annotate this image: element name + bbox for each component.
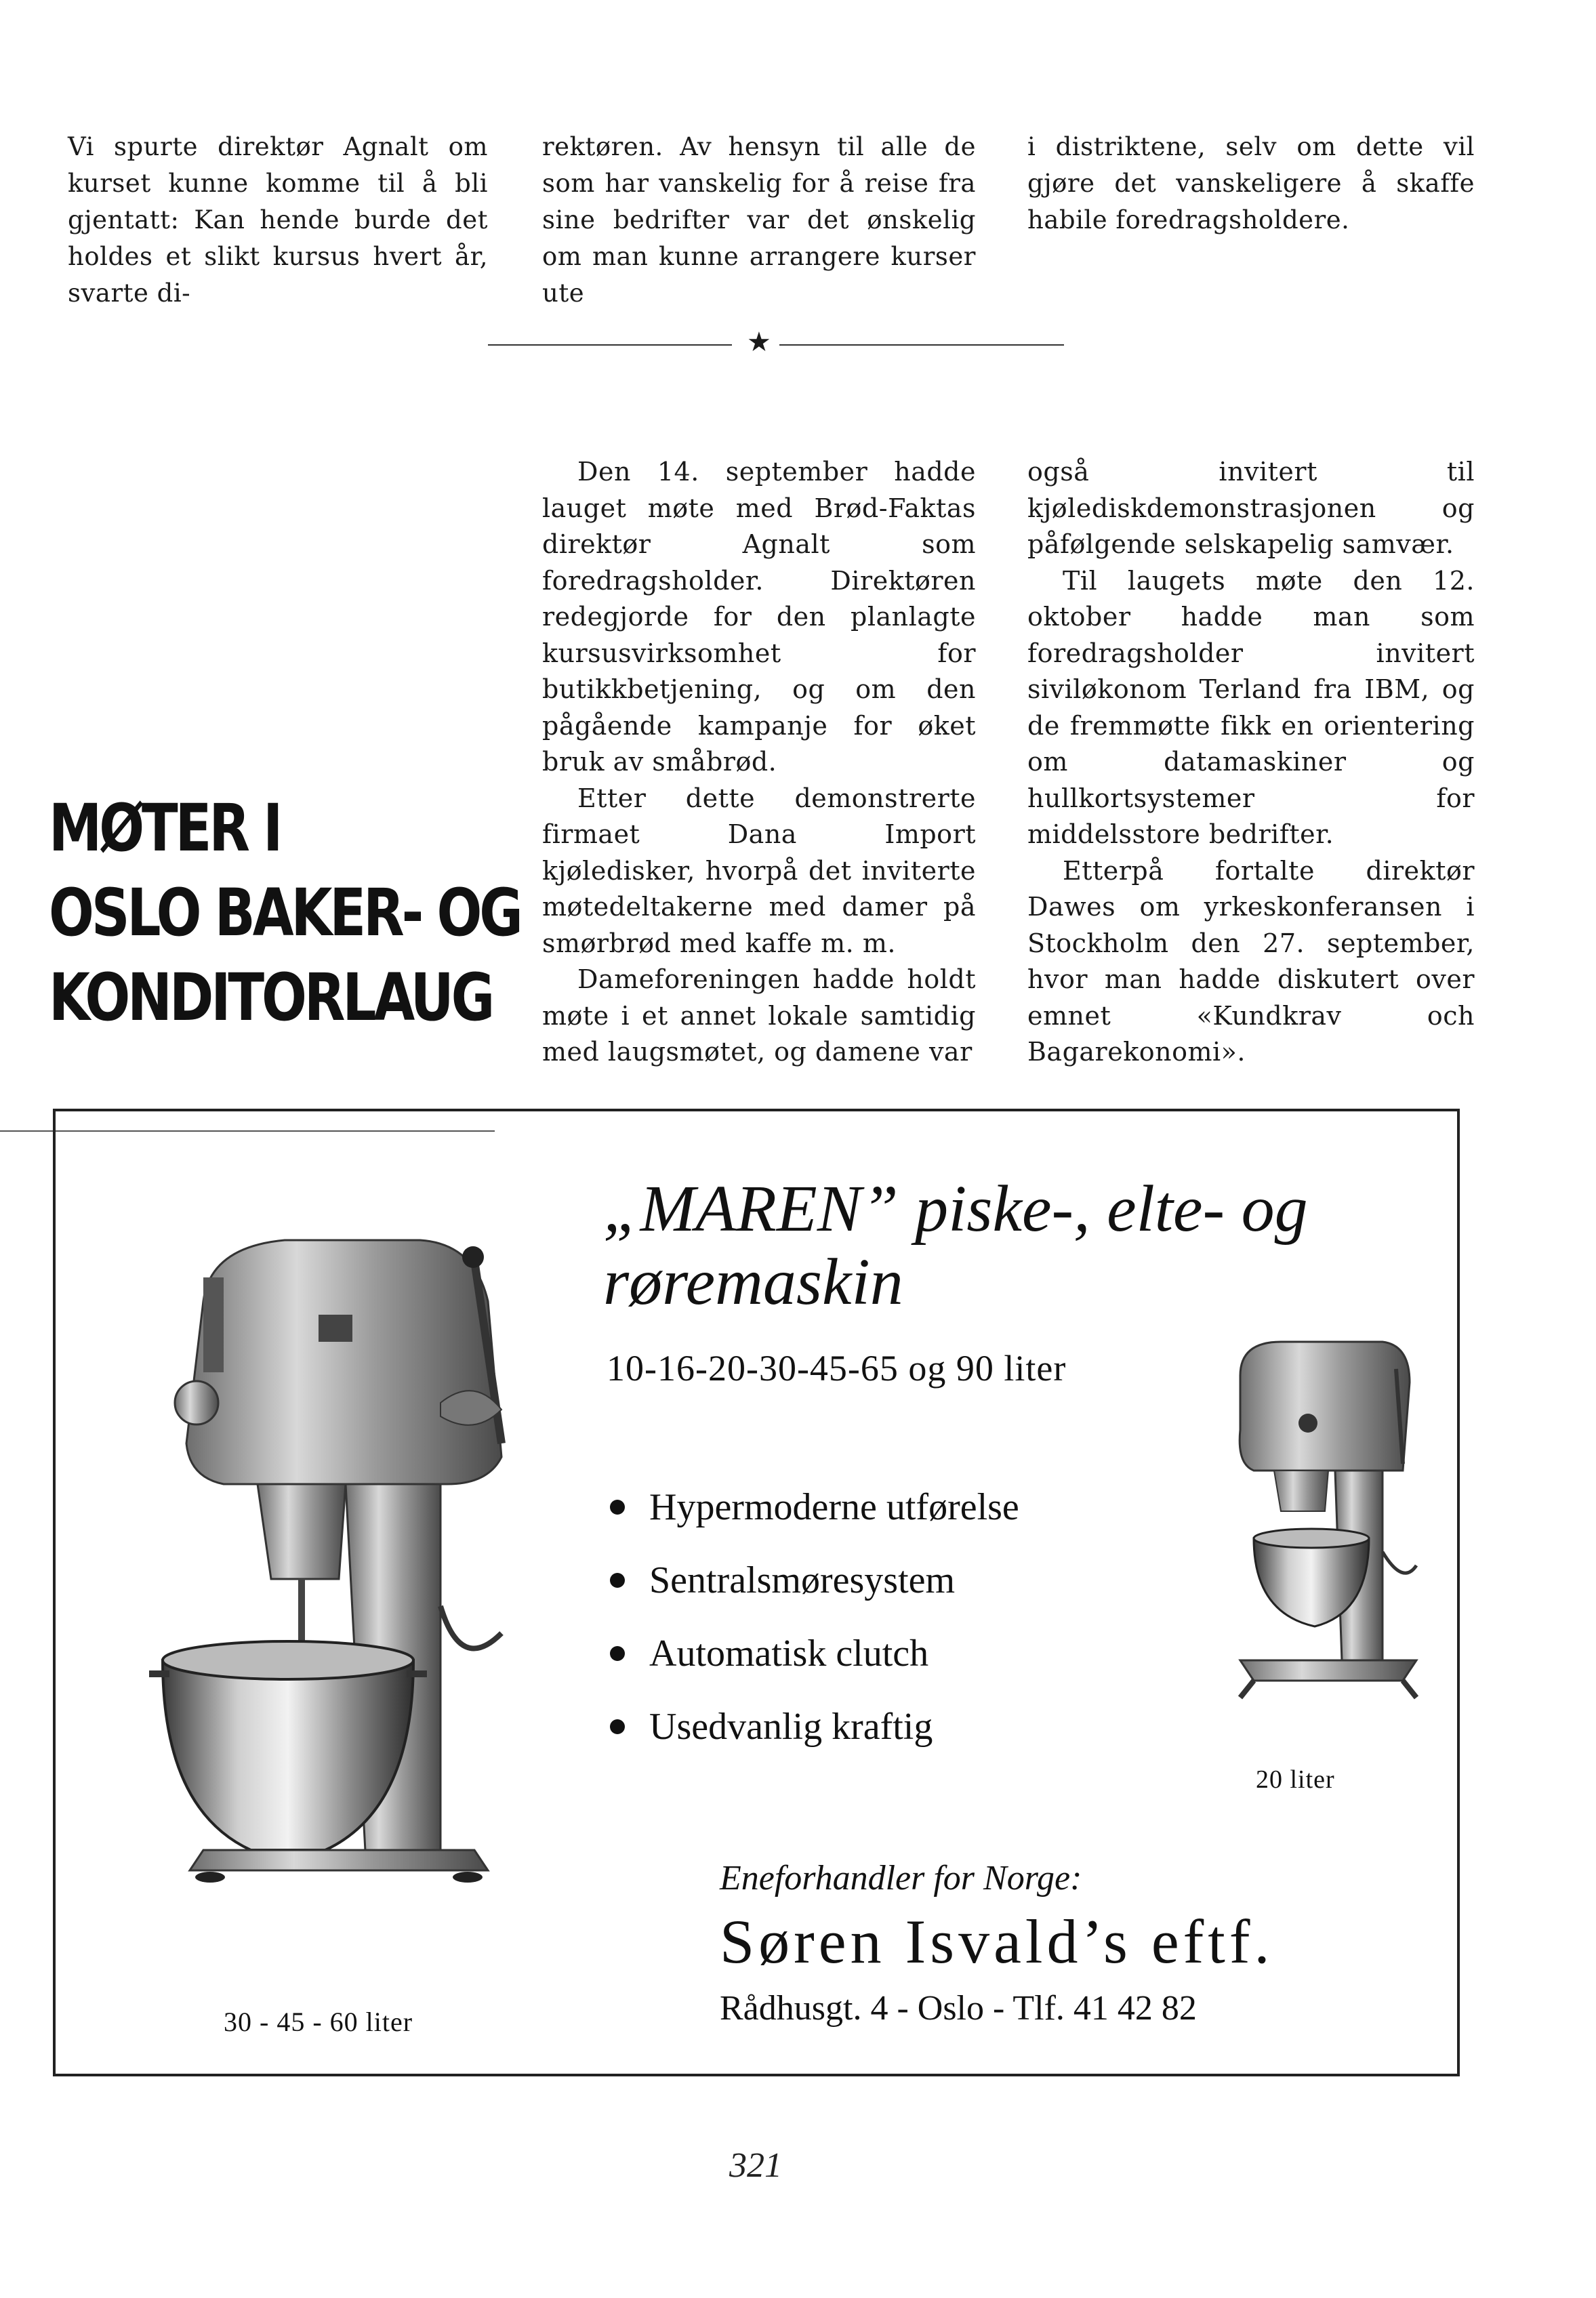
article-headline [49,786,520,1040]
ad-product-title [603,1172,1416,1319]
bullet-icon [610,1646,625,1661]
headline-line-1: MØTER I [49,790,281,866]
dealer-name: Søren Isvald’s eftf. [720,1907,1274,1976]
dealer-address: Rådhusgt. 4 - Oslo - Tlf. 41 42 82 [720,1989,1197,2028]
star-icon: ★ [747,327,771,358]
feature-item [610,1471,1019,1544]
bullet-icon [610,1500,625,1515]
large-mixer-illustration [122,1199,542,1884]
paragraph: Vi spurte direktør Agnalt om kurset kunne komme til å bli gjentatt: Kan hende burde det holdes et slikt kursus hvert år, svarte di- [68,132,488,308]
article-main-column-2 [542,454,976,1071]
product-line-1: „MAREN” piske-, elte- og [603,1172,1308,1246]
large-mixer-caption: 30 - 45 - 60 liter [224,2007,413,2037]
section-divider [488,327,1064,358]
article-top-column-3 [1027,129,1475,239]
nameplate [203,1277,224,1372]
feature-label: Sentralsmøresystem [649,1559,956,1601]
page-number: 321 [729,2146,782,2185]
feature-item [610,1617,1019,1690]
feature-item [610,1544,1019,1617]
feature-label: Automatisk clutch [649,1633,929,1675]
paragraph: i distriktene, selv om dette vil gjøre det vanskeligere å skaffe habile foredragsholdere. [1027,132,1475,234]
divider-line-right [779,344,1064,346]
control-plate [319,1315,352,1342]
ad-sizes: 10-16-20-30-45-65 og 90 liter [607,1348,1067,1389]
paragraph: Dameforeningen hadde holdt møte i et annet lokale samtidig med laugsmøtet, og damene var [542,964,976,1067]
paragraph: rektøren. Av hensyn til alle de som har vanskelig for å reise fra sine bedrifter var det ønskelig om man kunne arrangere kurser ute [542,132,976,308]
feature-label: Hypermoderne utførelse [649,1486,1019,1528]
bullet-icon [610,1573,625,1588]
divider-line-left [488,344,732,346]
paragraph: Etterpå fortalte direktør Dawes om yrkeskonferansen i Stockholm den 27. september, hvor man hadde diskutert over emnet «Kundkrav och Bagarekonomi». [1027,855,1475,1067]
article-main-column-3 [1027,454,1475,1071]
article-top-column-2 [542,129,976,312]
article-top-column-1 [68,129,488,312]
small-mixer-caption: 20 liter [1256,1765,1335,1794]
dealer-label: Eneforhandler for Norge: [720,1859,1082,1897]
product-line-2: røremaskin [603,1246,903,1319]
bullet-icon [610,1719,625,1734]
headline-line-3: KONDITORLAUG [49,960,493,1035]
paragraph: Til laugets møte den 12. oktober hadde man som foredragsholder invitert siviløkonom Terland fra IBM, og de fremmøtte fikk en orientering om datamaskiner og hullkortsystemer for middelsstore bedrifter. [1027,565,1475,849]
feature-list [610,1471,1019,1763]
paragraph: Etter dette demonstrerte firmaet Dana Import kjøledisker, hvorpå det inviterte møtedeltakerne med damer på smørbrød med kaffe m. m. [542,783,976,958]
feature-label: Usedvanlig kraftig [649,1706,933,1748]
headline-line-2: OSLO BAKER- OG [49,875,520,951]
paragraph: også invitert til kjølediskdemonstrasjonen og påfølgende selskapelig samvær. [1027,457,1475,559]
paragraph: Den 14. september hadde lauget møte med Brød-Faktas direktør Agnalt som foredragsholder. Direktøren redegjorde for den planlagte kursusvirksomhet for butikkbetjening, og om den pågående kampanje for øket bruk av småbrød. [542,457,976,777]
feature-item [610,1690,1019,1763]
small-mixer-illustration [1200,1328,1430,1708]
